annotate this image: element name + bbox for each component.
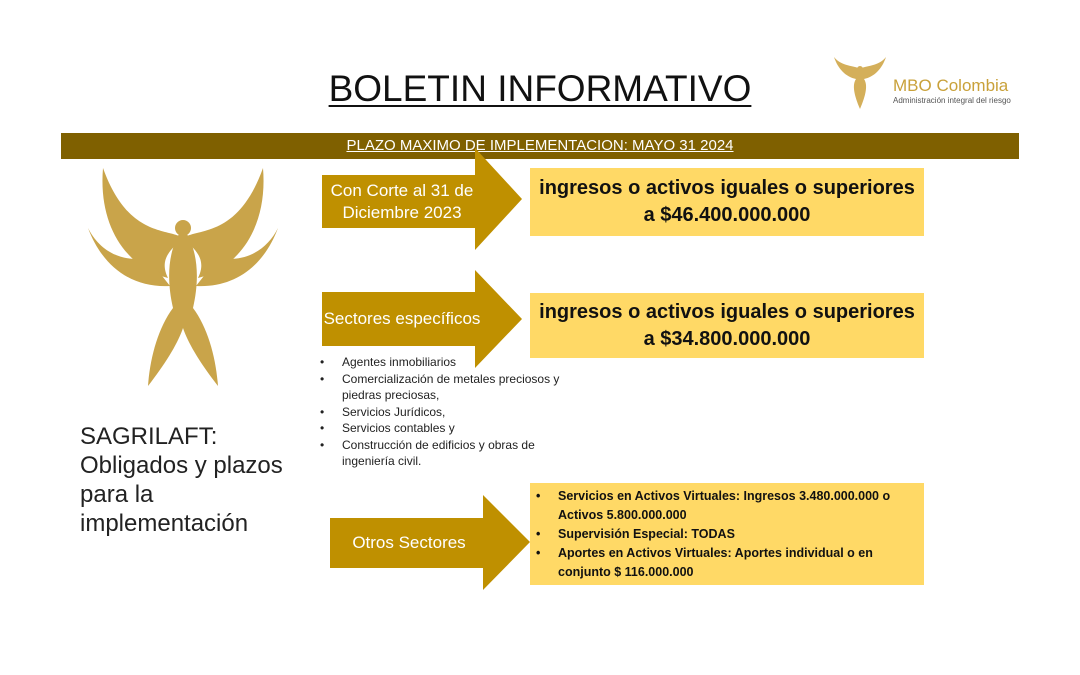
sectors-list <box>320 354 585 470</box>
list-item: • Aportes en Activos Virtuales: Aportes individual o en conjunto $ 116.000.000 <box>530 544 914 582</box>
deadline-banner <box>61 133 1019 159</box>
list-item: • Servicios en Activos Virtuales: Ingresos 3.480.000.000 o Activos 5.800.000.000 <box>530 487 914 525</box>
label-line: Diciembre 2023 <box>342 202 462 222</box>
phoenix-icon <box>88 168 278 388</box>
arrow-corte-diciembre <box>322 148 522 250</box>
arrow-label: Sectores específicos <box>323 309 481 328</box>
logo-text <box>893 76 1011 105</box>
list-item: • Servicios contables y <box>320 420 585 437</box>
title-text: BOLETIN INFORMATIVO <box>328 68 752 109</box>
heading-line: para la <box>80 481 154 508</box>
arrow-label: Otros Sectores <box>352 533 466 552</box>
phoenix-logo-icon <box>832 55 888 111</box>
threshold-box-2 <box>530 293 924 358</box>
arrow-otros-sectores <box>330 495 530 590</box>
list-item: • Agentes inmobiliarios <box>320 354 585 371</box>
heading-line: implementación <box>80 510 249 537</box>
list-item: • Supervisión Especial: TODAS <box>530 525 914 544</box>
sagrilaft-heading <box>80 422 283 538</box>
heading-line: SAGRILAFT: <box>80 423 218 450</box>
box-line: a $46.400.000.000 <box>643 204 811 226</box>
logo-name: MBO Colombia <box>893 76 1009 95</box>
heading-line: Obligados y plazos <box>80 452 283 479</box>
banner-text: PLAZO MAXIMO DE IMPLEMENTACION: MAYO 31 2024 <box>346 137 734 154</box>
threshold-box-1 <box>530 168 924 236</box>
box-line: a $34.800.000.000 <box>643 327 811 350</box>
otros-sectores-box <box>530 483 924 585</box>
list-item: • Servicios Jurídicos, <box>320 404 585 421</box>
arrow-label <box>322 175 482 228</box>
otros-list <box>530 487 914 582</box>
list-item: • Comercialización de metales preciosos y piedras preciosas, <box>320 371 585 404</box>
list-item: • Construcción de edificios y obras de ingeniería civil. <box>320 437 585 470</box>
box-line: ingresos o activos iguales o superiores <box>539 177 915 199</box>
logo <box>832 55 888 116</box>
logo-tagline: Administración integral del riesgo <box>893 96 1011 105</box>
label-line: Con Corte al 31 de <box>330 180 474 200</box>
box-line: ingresos o activos iguales o superiores <box>539 300 915 323</box>
